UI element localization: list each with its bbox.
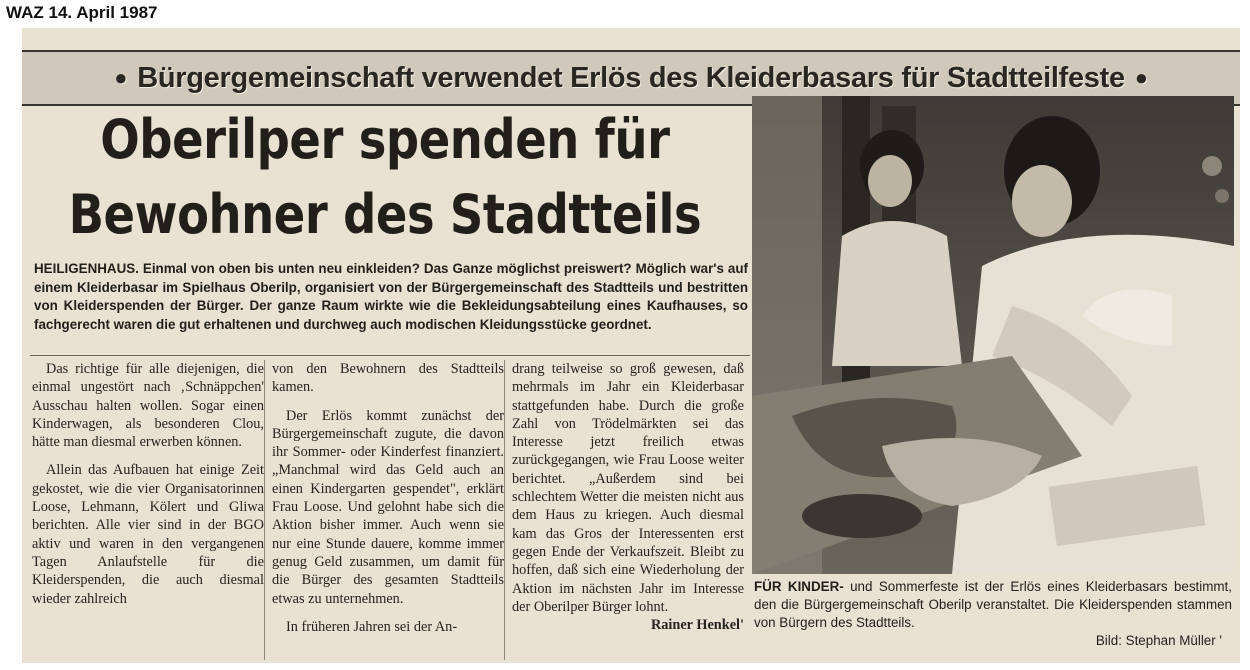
column-divider <box>264 360 265 660</box>
article-column-1 <box>32 360 264 608</box>
paragraph: Der Erlös kommt zunächst der Bürgergemeinschaft zugute, die davon ihr Sommer- oder Kinderfest finanziert. „Manchmal wird das Geld auch an einen Kindergarten gespendet", erklärt Frau Loose. Und gelohnt habe sich die Aktion bisher immer. Auch wenn sie nur eine Stunde dauere, komme immer genug Geld zusammen, um damit für die Bürger des gesamten Stadtteils etwas zu unternehmen. <box>272 407 504 607</box>
paragraph: In früheren Jahren sei der An- <box>286 618 458 635</box>
author-byline: Rainer Henkel' <box>650 617 744 634</box>
newspaper-clipping <box>22 28 1240 663</box>
paragraph: Allein das Aufbauen hat einige Zeit gekostet, wie die vier Organisatorinnen Loose, Lehmann, Kölert und Gliwa berichten. Alle vier sind in der BGO aktiv und waren in den vergangenen Tagen Anlaufstelle für die Kleiderspenden, die auch diesmal wieder zahlreich <box>32 462 264 607</box>
bullet-icon: ● <box>1134 65 1148 90</box>
paragraph <box>512 360 744 634</box>
photo-illustration <box>752 96 1234 574</box>
bullet-icon: ● <box>114 65 128 90</box>
topline-text: Bürgergemeinschaft verwendet Erlös des Kleiderbasars für Stadtteilfeste <box>137 61 1125 94</box>
divider <box>30 355 750 356</box>
lead-paragraph: HEILIGENHAUS. Einmal von oben bis unten neu einkleiden? Das Ganze möglichst preiswert? Möglich war's auf einem Kleiderbasar im Spielhaus Oberilp, organisiert von der Bürgergemeinschaft des Stadtteils und bestritten von Kleiderspenden der Bürger. Der ganze Raum wirkte wie die Bekleidungsabteilung eines Kaufhauses, so fachgerecht waren die gut erhaltenen und durchweg auch modischen Kleidungsstücke geordnet. <box>34 261 748 332</box>
headline <box>28 102 742 252</box>
article-column-2 <box>272 360 504 636</box>
source-line: WAZ 14. April 1987 <box>6 3 158 22</box>
caption-lead-in: FÜR KINDER- <box>754 579 844 594</box>
column-divider <box>504 360 505 660</box>
photo-credit: Bild: Stephan Müller ' <box>1095 633 1222 648</box>
caption-text: und Sommerfeste ist der Erlös eines Kleiderbasars bestimmt, den die Bürgergemeinschaft Oberilp veranstaltet. Die Kleiderspenden stammen von Bürgern des Stadtteils. <box>754 579 1232 631</box>
headline-line-2: Bewohner des Stadtteils <box>68 183 702 246</box>
photo-caption <box>754 578 1232 633</box>
paragraph: Das richtige für alle diejenigen, die einmal ungestört nach ‚Schnäppchen' Ausschau halten wollen. Sogar einen Kinderwagen, als besonderen Clou, hätte man diesmal erwerben können. <box>32 361 264 451</box>
news-photo <box>752 96 1234 574</box>
paragraph: von den Bewohnern des Stadtteils kamen. <box>272 361 504 396</box>
paragraph-text: drang teilweise so groß gewesen, daß mehrmals im Jahr ein Kleiderbasar stattgefunden habe. Durch die große Zahl von Trödelmärkten sei das Interesse jetzt freilich etwas zurückgegangen, wie Frau Loose weiter berichtet. „Außerdem sind bei schlechtem Wetter die meisten nicht aus dem Haus zu kriegen. Auch diesmal kam das Gros der Interessenten erst gegen Ende der Verkaufszeit. Bleibt zu hoffen, daß sich eine Wiederholung der Aktion im nächsten Jahr im Interesse der Oberilper Bürger lohnt. <box>512 361 744 615</box>
headline-line-1: Oberilper spenden für <box>100 108 670 171</box>
article-column-3 <box>512 360 744 634</box>
